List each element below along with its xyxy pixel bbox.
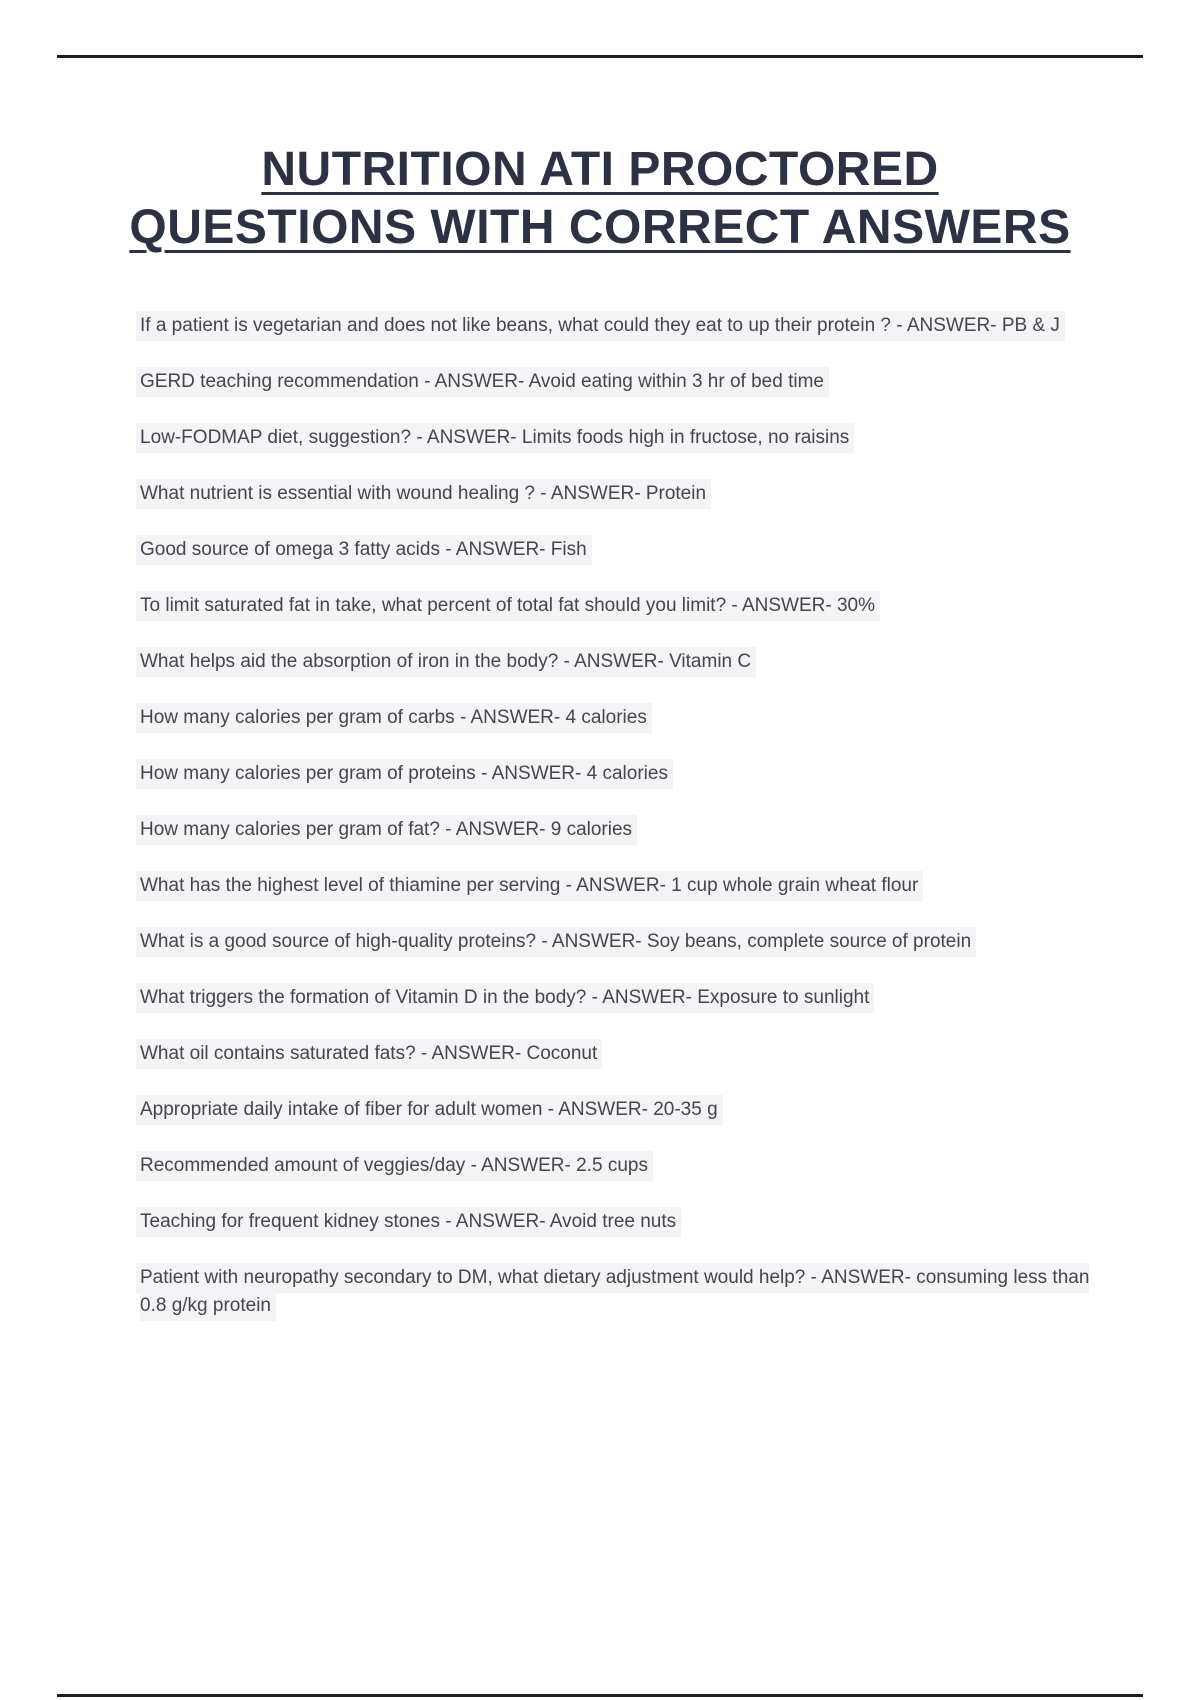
qa-text: To limit saturated fat in take, what percent of total fat should you limit? - ANSWER- 30% — [136, 591, 880, 621]
qa-text: How many calories per gram of fat? - ANSWER- 9 calories — [136, 815, 637, 845]
qa-text: Teaching for frequent kidney stones - ANSWER- Avoid tree nuts — [136, 1207, 681, 1237]
qa-item — [140, 1096, 1100, 1124]
qa-item — [140, 872, 1100, 900]
qa-item — [140, 984, 1100, 1012]
qa-text: What helps aid the absorption of iron in the body? - ANSWER- Vitamin C — [136, 647, 756, 677]
qa-item — [140, 816, 1100, 844]
qa-text: What has the highest level of thiamine per serving - ANSWER- 1 cup whole grain wheat flour — [136, 871, 923, 901]
qa-text: What nutrient is essential with wound healing ? - ANSWER- Protein — [136, 479, 711, 509]
qa-item — [140, 1040, 1100, 1068]
qa-text: How many calories per gram of carbs - ANSWER- 4 calories — [136, 703, 652, 733]
qa-item — [140, 704, 1100, 732]
qa-text: GERD teaching recommendation - ANSWER- Avoid eating within 3 hr of bed time — [136, 367, 829, 397]
qa-item — [140, 1152, 1100, 1180]
qa-item — [140, 592, 1100, 620]
qa-item — [140, 760, 1100, 788]
qa-item — [140, 312, 1100, 340]
page-title — [120, 141, 1080, 257]
qa-item — [140, 424, 1100, 452]
qa-text: How many calories per gram of proteins - ANSWER- 4 calories — [136, 759, 673, 789]
qa-text: Low-FODMAP diet, suggestion? - ANSWER- Limits foods high in fructose, no raisins — [136, 423, 854, 453]
qa-text: What is a good source of high-quality proteins? - ANSWER- Soy beans, complete source of protein — [136, 927, 976, 957]
top-divider — [57, 55, 1143, 58]
qa-text: Patient with neuropathy secondary to DM, what dietary adjustment would help? - ANSWER- consuming less than 0.8 g/kg protein — [136, 1263, 1089, 1321]
qa-text: What triggers the formation of Vitamin D in the body? - ANSWER- Exposure to sunlight — [136, 983, 874, 1013]
qa-item — [140, 928, 1100, 956]
qa-text: What oil contains saturated fats? - ANSWER- Coconut — [136, 1039, 602, 1069]
qa-item — [140, 368, 1100, 396]
qa-text: Good source of omega 3 fatty acids - ANSWER- Fish — [136, 535, 592, 565]
qa-text: Recommended amount of veggies/day - ANSWER- 2.5 cups — [136, 1151, 653, 1181]
title-line-2: QUESTIONS WITH CORRECT ANSWERS — [129, 201, 1071, 254]
title-line-1: NUTRITION ATI PROCTORED — [261, 143, 939, 196]
qa-list — [140, 312, 1100, 1348]
qa-item — [140, 536, 1100, 564]
qa-text: If a patient is vegetarian and does not like beans, what could they eat to up their protein ? - ANSWER- PB & J — [136, 311, 1065, 341]
qa-item — [140, 1264, 1100, 1320]
qa-item — [140, 480, 1100, 508]
qa-text: Appropriate daily intake of fiber for adult women - ANSWER- 20-35 g — [136, 1095, 723, 1125]
qa-item — [140, 648, 1100, 676]
bottom-divider — [57, 1694, 1143, 1697]
qa-item — [140, 1208, 1100, 1236]
